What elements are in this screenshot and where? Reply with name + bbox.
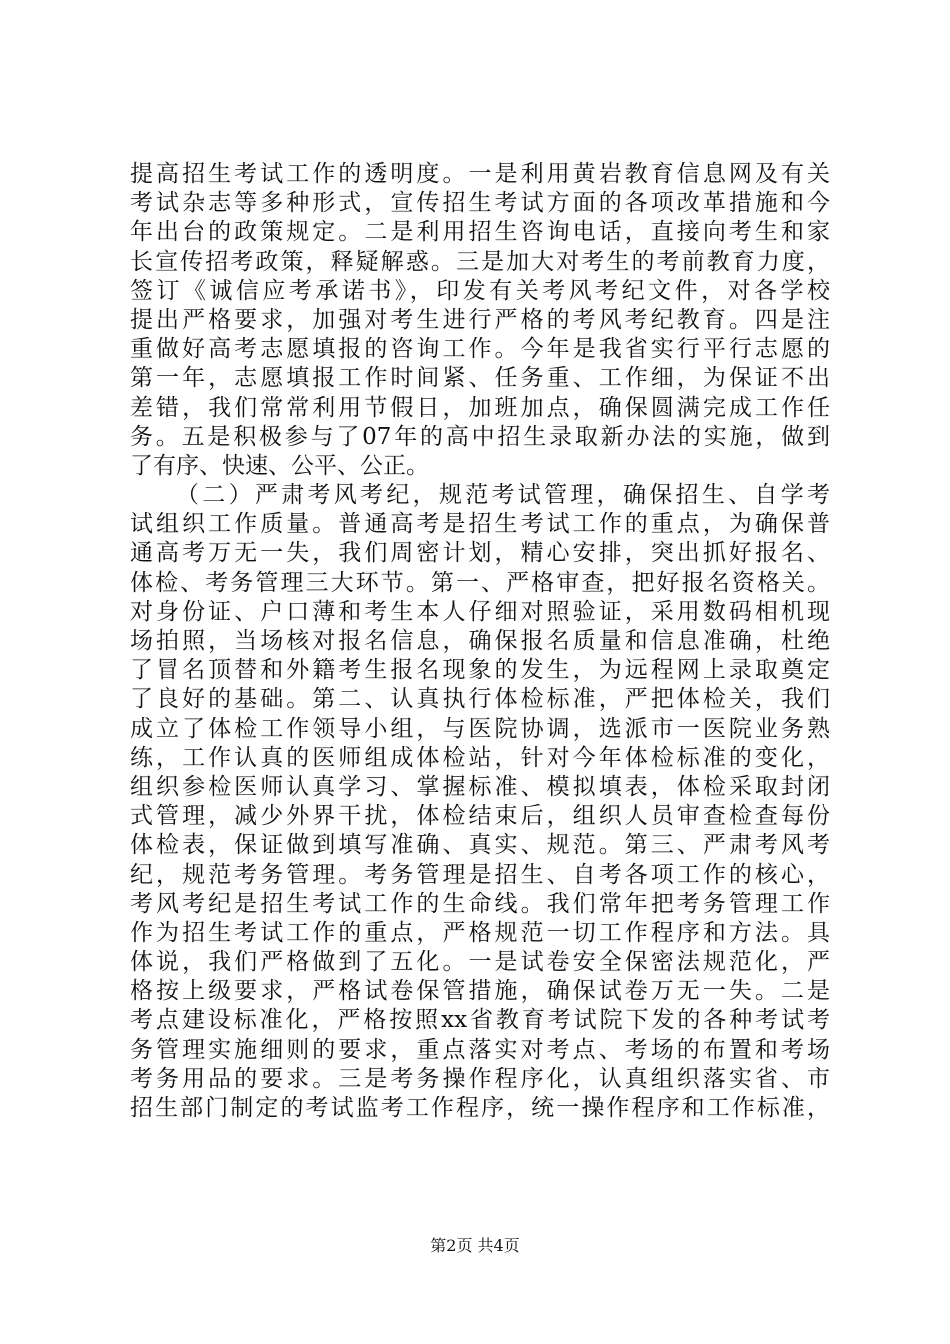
text-line: 作为招生考试工作的重点，严格规范一切工作程序和方法。具 xyxy=(130,919,830,946)
text-line: 格按上级要求，严格试卷保管措施，确保试卷万无一失。二是 xyxy=(130,978,830,1005)
text-line: 场拍照，当场核对报名信息，确保报名质量和信息准确，杜绝 xyxy=(130,628,830,654)
text-line: 试组织工作质量。普通高考是招生考试工作的重点，为确保普 xyxy=(130,511,830,538)
text-line: 长宣传招考政策，释疑解惑。三是加大对考生的考前教育力度， xyxy=(130,248,830,275)
text-line: 重做好高考志愿填报的咨询工作。今年是我省实行平行志愿的 xyxy=(130,336,830,363)
text-line: 成立了体检工作领导小组，与医院协调，选派市一医院业务熟 xyxy=(130,715,830,742)
text-line: 考试杂志等多种形式，宣传招生考试方面的各项改革措施和今 xyxy=(130,190,830,217)
text-line: 提出严格要求，加强对考生进行严格的考风考纪教育。四是注 xyxy=(130,306,830,333)
text-line: 体检表，保证做到填写准确、真实、规范。第三、严肃考风考 xyxy=(130,832,830,859)
text-line: 第一年，志愿填报工作时间紧、任务重、工作细，为保证不出 xyxy=(130,365,830,392)
body-text xyxy=(130,160,830,1123)
text-line: 招生部门制定的考试监考工作程序，统一操作程序和工作标准， xyxy=(130,1095,830,1121)
text-line: 提高招生考试工作的透明度。一是利用黄岩教育信息网及有关 xyxy=(130,161,830,187)
text-line: 练，工作认真的医师组成体检站，针对今年体检标准的变化， xyxy=(130,744,830,771)
text-line: 体检、考务管理三大环节。第一、严格审查，把好报名资格关。 xyxy=(130,569,830,596)
text-line: 了冒名顶替和外籍考生报名现象的发生，为远程网上录取奠定 xyxy=(130,657,830,684)
text-line: 务。五是积极参与了07年的高中招生录取新办法的实施，做到 xyxy=(130,423,830,450)
paragraph-1 xyxy=(130,160,830,481)
text-line: 务管理实施细则的要求，重点落实对考点、考场的布置和考场 xyxy=(130,1036,830,1063)
text-line: 考风考纪是招生考试工作的生命线。我们常年把考务管理工作 xyxy=(130,890,830,917)
text-line: 签订《诚信应考承诺书》，印发有关考风考纪文件，对各学校 xyxy=(130,277,830,304)
page-number: 第2页 共4页 xyxy=(430,1236,520,1255)
paragraph-2 xyxy=(130,481,830,1123)
text-line: （二）严肃考风考纪，规范考试管理，确保招生、自学考 xyxy=(176,482,830,509)
text-line: 式管理，减少外界干扰，体检结束后，组织人员审查检查每份 xyxy=(130,803,830,830)
text-line: 对身份证、户口薄和考生本人仔细对照验证，采用数码相机现 xyxy=(130,598,830,625)
text-line: 纪，规范考务管理。考务管理是招生、自考各项工作的核心， xyxy=(130,861,830,888)
text-line: 年出台的政策规定。二是利用招生咨询电话，直接向考生和家 xyxy=(130,219,830,246)
text-line: 了有序、快速、公平、公正。 xyxy=(130,452,429,479)
text-line: 考点建设标准化，严格按照xx省教育考试院下发的各种考试考 xyxy=(130,1007,830,1034)
text-line: 了良好的基础。第二、认真执行体检标准，严把体检关，我们 xyxy=(130,686,830,713)
text-line: 通高考万无一失，我们周密计划，精心安排，突出抓好报名、 xyxy=(130,540,830,567)
text-line: 差错，我们常常利用节假日，加班加点，确保圆满完成工作任 xyxy=(130,394,830,421)
text-line: 组织参检医师认真学习、掌握标准、模拟填表，体检采取封闭 xyxy=(130,773,830,800)
text-line: 体说，我们严格做到了五化。一是试卷安全保密法规范化，严 xyxy=(130,949,830,976)
text-line: 考务用品的要求。三是考务操作程序化，认真组织落实省、市 xyxy=(130,1065,830,1092)
